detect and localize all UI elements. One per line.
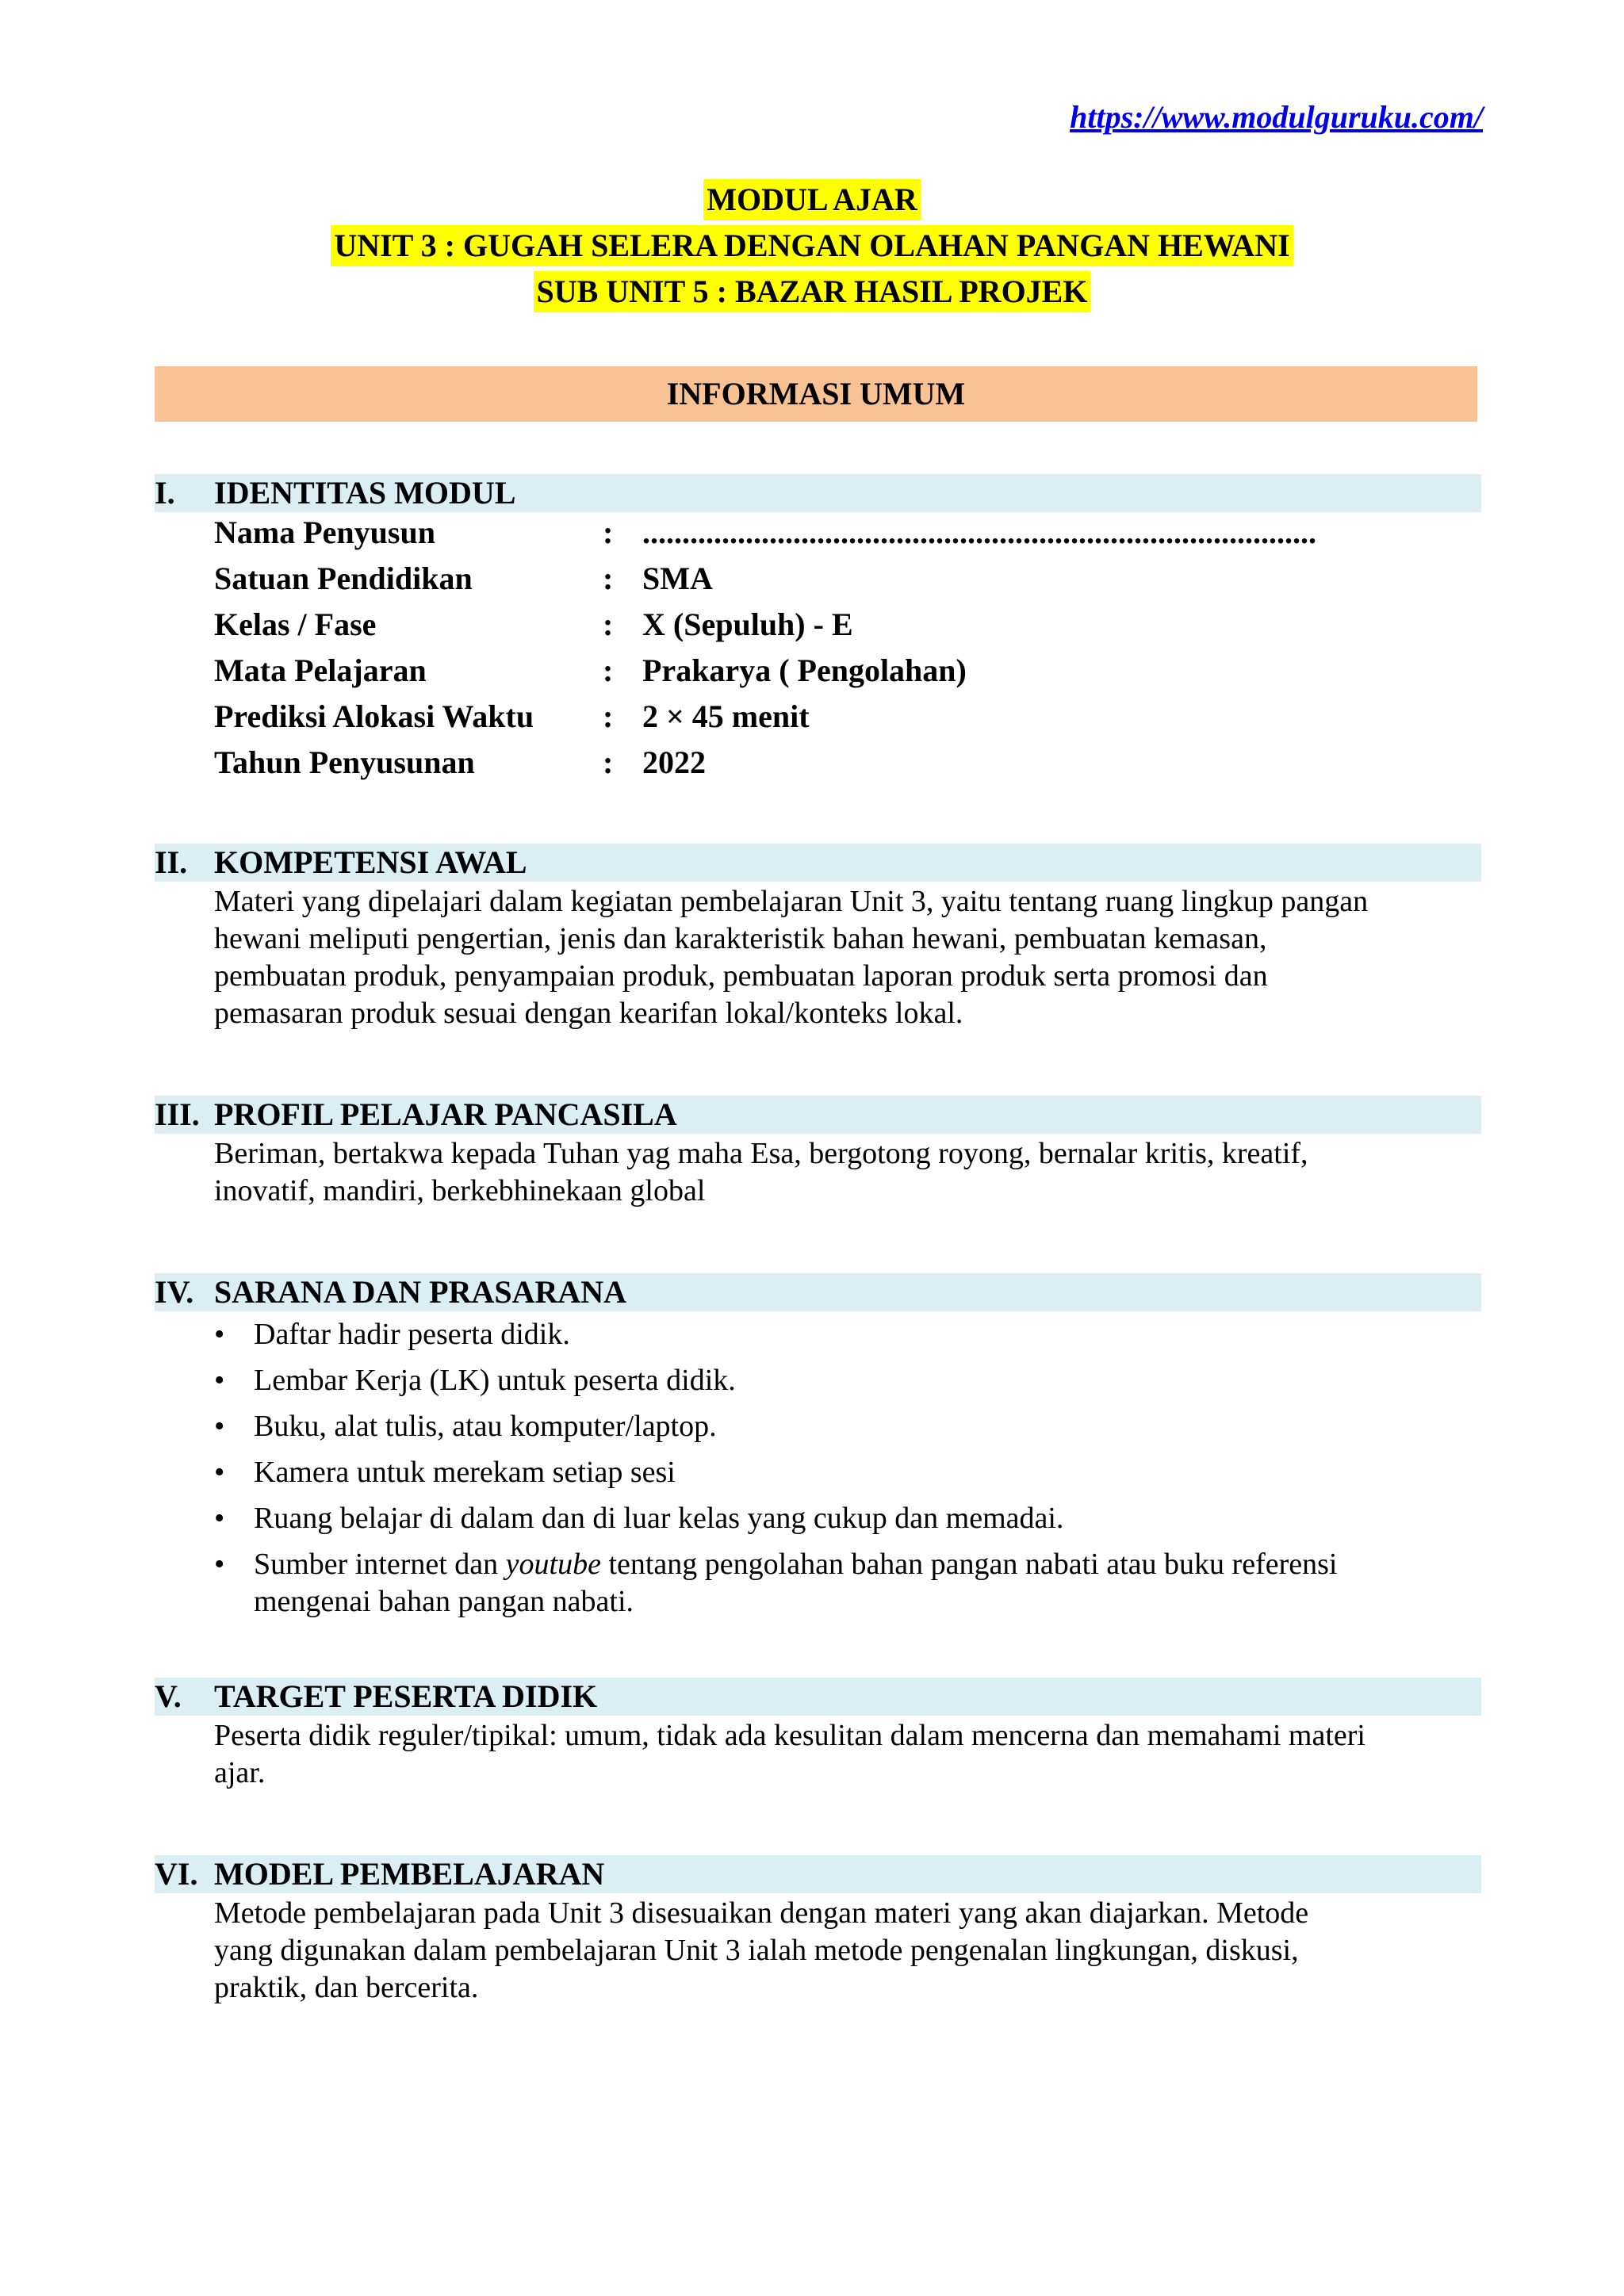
identity-row <box>155 556 1481 602</box>
section-title: SARANA DAN PRASARANA <box>214 1274 627 1310</box>
section-number: VI. <box>155 1856 198 1892</box>
identity-colon: : <box>603 515 614 550</box>
bullet-icon: • <box>214 1502 225 1535</box>
section-heading <box>155 1855 1481 1893</box>
identity-value: X (Sepuluh) - E <box>642 607 853 642</box>
section-heading <box>155 474 1481 512</box>
section-title: TARGET PESERTA DIDIK <box>214 1678 598 1714</box>
identity-value: ..................................................................................... <box>642 515 1316 550</box>
section-heading <box>155 1096 1481 1134</box>
identity-value: 2 × 45 menit <box>642 698 810 734</box>
section-kompetensi-awal <box>155 844 1481 1032</box>
section-number: IV. <box>155 1274 194 1310</box>
identity-label: Nama Penyusun <box>214 515 435 550</box>
identity-row <box>155 510 1481 556</box>
website-link[interactable]: https://www.modulguruku.com/ <box>1070 99 1483 135</box>
section-heading <box>155 844 1481 882</box>
identity-row <box>155 740 1481 786</box>
identity-label: Kelas / Fase <box>214 607 377 642</box>
body-line: Materi yang dipelajari dalam kegiatan pembelajaran Unit 3, yaitu tentang ruang lingkup pangan <box>214 885 1369 918</box>
body-line: pembuatan produk, penyampaian produk, pembuatan laporan produk serta promosi dan <box>214 959 1268 993</box>
identity-colon: : <box>603 652 614 688</box>
identity-colon: : <box>603 607 614 642</box>
identity-label: Tahun Penyusunan <box>214 744 475 780</box>
info-umum-banner: INFORMASI UMUM <box>155 366 1477 422</box>
bullet-icon: • <box>214 1410 225 1443</box>
section-number: I. <box>155 475 175 511</box>
identity-label: Prediksi Alokasi Waktu <box>214 698 534 734</box>
list-item: • Lembar Kerja (LK) untuk peserta didik. <box>214 1362 1483 1399</box>
module-title: MODUL AJAR <box>703 179 921 220</box>
section-sarana-prasarana <box>155 1273 1481 1629</box>
identity-row <box>155 602 1481 648</box>
bullet-icon: • <box>214 1364 225 1397</box>
section-target-peserta-didik <box>155 1678 1481 1792</box>
list-item: • Ruang belajar di dalam dan di luar kelas yang cukup dan memadai. <box>214 1500 1483 1537</box>
section-title: KOMPETENSI AWAL <box>214 844 527 880</box>
section-body <box>214 883 1483 1032</box>
body-line: Metode pembelajaran pada Unit 3 disesuaikan dengan materi yang akan diajarkan. Metode <box>214 1896 1309 1930</box>
body-line: praktik, dan bercerita. <box>214 1971 479 2004</box>
identity-label: Mata Pelajaran <box>214 652 427 688</box>
section-number: II. <box>155 844 188 880</box>
body-line: yang digunakan dalam pembelajaran Unit 3 ialah metode pengenalan lingkungan, diskusi, <box>214 1934 1299 1967</box>
section-body <box>214 1135 1483 1210</box>
section-title: PROFIL PELAJAR PANCASILA <box>214 1096 677 1132</box>
bullet-icon: • <box>214 1318 225 1351</box>
section-profil-pelajar-pancasila <box>155 1096 1481 1210</box>
list-item: • Buku, alat tulis, atau komputer/laptop. <box>214 1408 1483 1445</box>
bullet-icon: • <box>214 1548 225 1581</box>
identity-row <box>155 648 1481 694</box>
bullet-icon: • <box>214 1456 225 1489</box>
section-body <box>214 1717 1483 1792</box>
title-block <box>0 179 1624 317</box>
body-line: pemasaran produk sesuai dengan kearifan lokal/konteks lokal. <box>214 997 963 1030</box>
body-line: ajar. <box>214 1756 266 1789</box>
identity-label: Satuan Pendidikan <box>214 561 473 596</box>
identity-colon: : <box>603 744 614 780</box>
section-title: IDENTITAS MODUL <box>214 475 516 511</box>
bullet-list <box>214 1316 1483 1621</box>
section-model-pembelajaran <box>155 1855 1481 2007</box>
sub-unit-title: SUB UNIT 5 : BAZAR HASIL PROJEK <box>534 271 1091 312</box>
list-item: • Kamera untuk merekam setiap sesi <box>214 1454 1483 1491</box>
identity-value: Prakarya ( Pengolahan) <box>642 652 967 688</box>
section-title: MODEL PEMBELAJARAN <box>214 1856 605 1892</box>
identity-colon: : <box>603 698 614 734</box>
identity-row <box>155 694 1481 740</box>
identity-colon: : <box>603 561 614 596</box>
identity-value: 2022 <box>642 744 706 780</box>
section-body <box>214 1316 1483 1621</box>
section-identitas-modul <box>155 474 1481 786</box>
section-heading <box>155 1678 1481 1716</box>
list-item: • Sumber internet dan youtube tentang pengolahan bahan pangan nabati atau buku referensi mengenai bahan pangan nabati. <box>214 1548 1338 1618</box>
body-line: Peserta didik reguler/tipikal: umum, tidak ada kesulitan dalam mencerna dan memahami materi <box>214 1719 1365 1752</box>
unit-title: UNIT 3 : GUGAH SELERA DENGAN OLAHAN PANGAN HEWANI <box>331 225 1293 266</box>
body-line: Beriman, bertakwa kepada Tuhan yag maha Esa, bergotong royong, bernalar kritis, kreatif, <box>214 1137 1308 1170</box>
identity-value: SMA <box>642 561 713 596</box>
list-item: • Daftar hadir peserta didik. <box>214 1316 1483 1353</box>
section-body <box>214 1895 1483 2007</box>
body-line: inovatif, mandiri, berkebhinekaan global <box>214 1174 706 1207</box>
body-line: hewani meliputi pengertian, jenis dan karakteristik bahan hewani, pembuatan kemasan, <box>214 922 1267 955</box>
section-number: III. <box>155 1096 200 1132</box>
section-number: V. <box>155 1678 182 1714</box>
section-heading <box>155 1273 1481 1311</box>
